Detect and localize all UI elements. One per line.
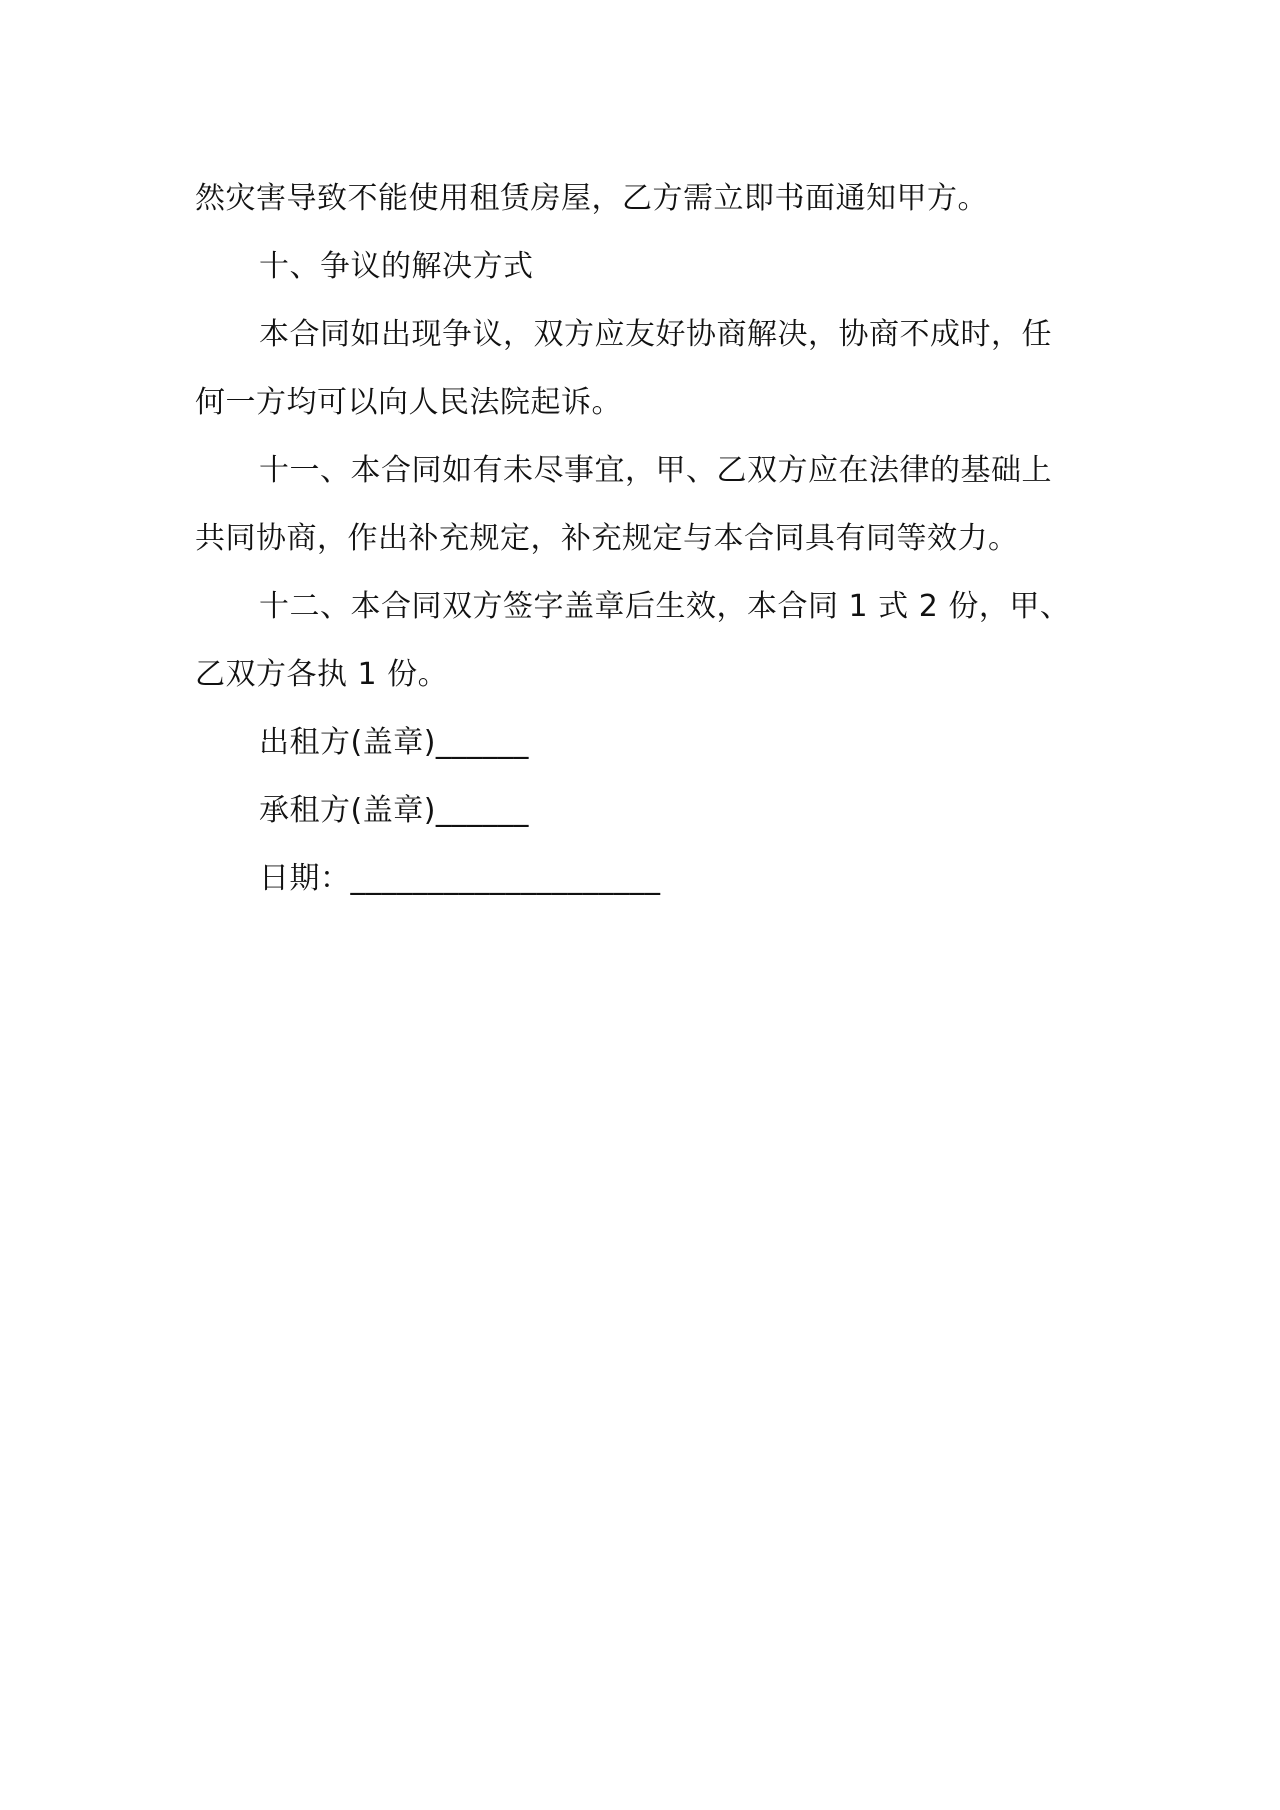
paragraph-line-dispute-2: 何一方均可以向人民法院起诉。 <box>195 385 622 420</box>
date-line: 日期：____________________ <box>259 861 661 896</box>
paragraph-line-clause-12-1: 十二、本合同双方签字盖章后生效，本合同 1 式 2 份，甲、 <box>259 589 1071 624</box>
paragraph-line-clause-12-2: 乙双方各执 1 份。 <box>195 657 449 692</box>
paragraph-line-clause-11-2: 共同协商，作出补充规定，补充规定与本合同具有同等效力。 <box>195 521 1019 556</box>
lessor-signature-line: 出租方(盖章)______ <box>259 725 529 760</box>
lessee-signature-line: 承租方(盖章)______ <box>259 793 529 828</box>
section-heading-dispute-resolution: 十、争议的解决方式 <box>259 249 534 284</box>
paragraph-line-dispute-1: 本合同如出现争议，双方应友好协商解决，协商不成时，任 <box>259 317 1052 352</box>
paragraph-line-clause-11-1: 十一、本合同如有未尽事宜，甲、乙双方应在法律的基础上 <box>259 453 1052 488</box>
paragraph-line-force-majeure-end: 然灾害导致不能使用租赁房屋，乙方需立即书面通知甲方。 <box>195 181 988 216</box>
document-body <box>195 165 1095 913</box>
